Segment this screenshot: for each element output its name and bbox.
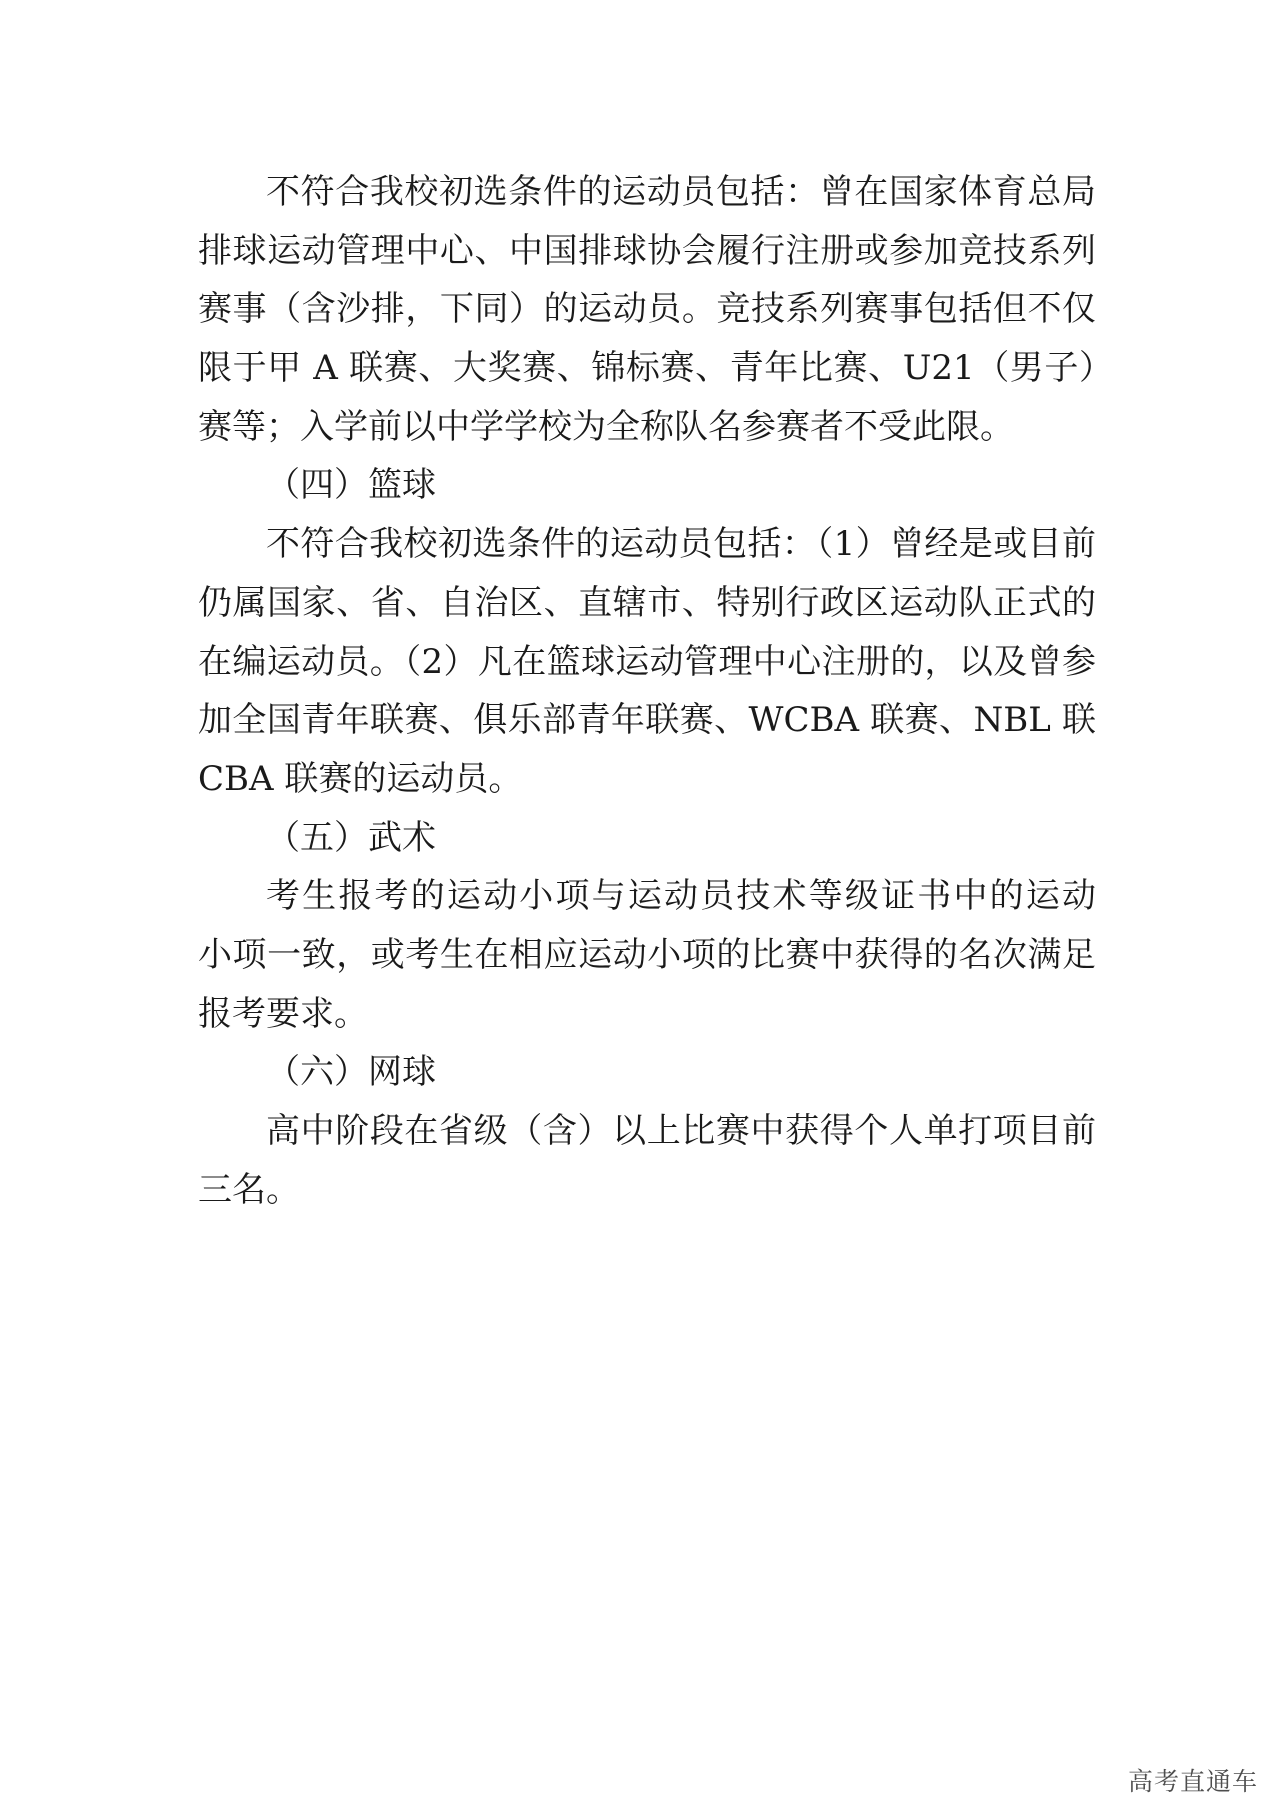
paragraph-line: 报考要求。: [198, 993, 368, 1034]
section-basketball: [198, 456, 1096, 515]
paragraph-line: 不符合我校初选条件的运动员包括：曾在国家体育总局: [266, 172, 1096, 212]
paragraph-line: 仍属国家、省、自治区、直辖市、特别行政区运动队正式的: [198, 582, 1096, 623]
paragraph-line: CBA 联赛的运动员。: [198, 758, 523, 799]
paragraph-line: 赛事（含沙排，下同）的运动员。竞技系列赛事包括但不仅: [198, 289, 1096, 330]
section-heading: （五）武术: [266, 817, 436, 858]
section-tennis: [198, 1043, 1096, 1102]
paragraph-tennis-criteria: [198, 1102, 1096, 1219]
paragraph-line: 加全国青年联赛、俱乐部青年联赛、WCBA 联赛、NBL 联: [198, 700, 1096, 741]
section-heading: （六）网球: [266, 1052, 436, 1093]
watermark: 高考直通车: [1127, 1767, 1258, 1796]
paragraph-wushu-criteria: [198, 867, 1096, 1043]
paragraph-line: 赛等；入学前以中学学校为全称队名参赛者不受此限。: [198, 406, 1014, 447]
paragraph-line: 不符合我校初选条件的运动员包括：（1）曾经是或目前: [266, 524, 1096, 565]
paragraph-volleyball-criteria: [198, 163, 1096, 456]
section-wushu: [198, 809, 1096, 868]
paragraph-line: 在编运动员。（2）凡在篮球运动管理中心注册的，以及曾参: [198, 641, 1096, 682]
paragraph-line: 考生报考的运动小项与运动员技术等级证书中的运动: [266, 876, 1096, 917]
paragraph-line: 小项一致，或考生在相应运动小项的比赛中获得的名次满足: [198, 934, 1096, 975]
paragraph-line: 排球运动管理中心、中国排球协会履行注册或参加竞技系列: [198, 230, 1096, 271]
paragraph-line: 三名。: [198, 1169, 300, 1210]
paragraph-basketball-criteria: [198, 515, 1096, 808]
paragraph-line: 限于甲 A 联赛、大奖赛、锦标赛、青年比赛、U21（男子）: [198, 348, 1096, 389]
paragraph-line: 高中阶段在省级（含）以上比赛中获得个人单打项目前: [266, 1111, 1096, 1151]
document-body: [198, 163, 1096, 1219]
section-heading: （四）篮球: [266, 465, 436, 506]
